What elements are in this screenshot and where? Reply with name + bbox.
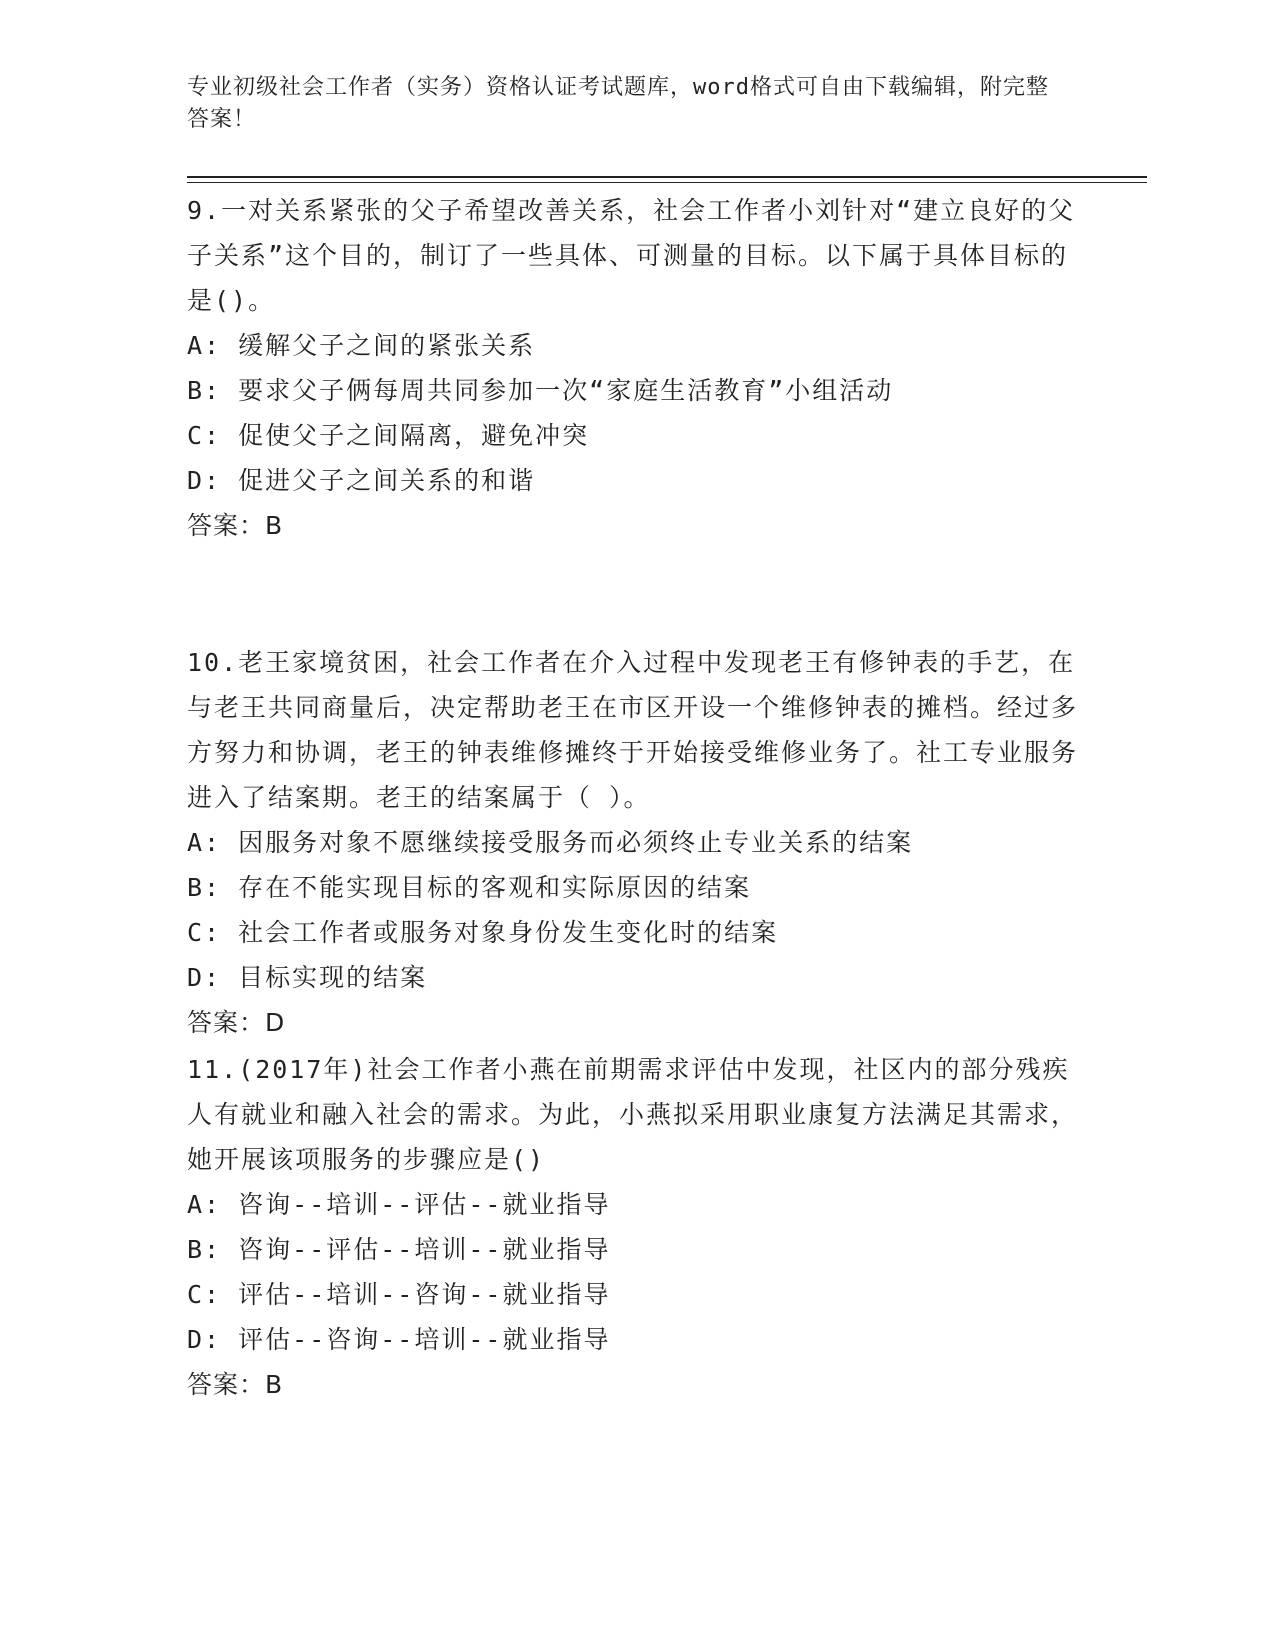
header-divider-thin [187, 182, 1147, 183]
answer-line: 答案：D [187, 1008, 286, 1037]
answer-line: 答案：B [187, 1370, 284, 1399]
option-b: B: 咨询--评估--培训--就业指导 [187, 1235, 611, 1264]
option-c: C: 评估--培训--咨询--就业指导 [187, 1280, 611, 1309]
option-c: C: 社会工作者或服务对象身份发生变化时的结案 [187, 918, 779, 947]
question-11 [187, 1047, 1087, 1407]
header-divider-thick [187, 176, 1147, 178]
option-d: D: 评估--咨询--培训--就业指导 [187, 1325, 611, 1354]
question-stem: 9.一对关系紧张的父子希望改善关系，社会工作者小刘针对“建立良好的父子关系”这个目的，制订了一些具体、可测量的目标。以下属于具体目标的是()。 [187, 196, 1076, 315]
option-d: D: 目标实现的结案 [187, 963, 428, 992]
document-header: 专业初级社会工作者（实务）资格认证考试题库，word格式可自由下载编辑，附完整答案！ [187, 75, 1049, 132]
option-d: D: 促进父子之间关系的和谐 [187, 466, 536, 495]
option-a: A: 缓解父子之间的紧张关系 [187, 331, 536, 360]
question-9 [187, 188, 1087, 548]
option-b: B: 要求父子俩每周共同参加一次“家庭生活教育”小组活动 [187, 376, 894, 405]
question-10 [187, 640, 1087, 1045]
answer-line: 答案：B [187, 511, 284, 540]
option-a: A: 因服务对象不愿继续接受服务而必须终止专业关系的结案 [187, 828, 914, 857]
question-stem: 11.(2017年)社会工作者小燕在前期需求评估中发现，社区内的部分残疾人有就业和融入社会的需求。为此，小燕拟采用职业康复方法满足其需求，她开展该项服务的步骤应是() [187, 1055, 1079, 1174]
question-stem: 10.老王家境贫困，社会工作者在介入过程中发现老王有修钟表的手艺，在与老王共同商量后，决定帮助老王在市区开设一个维修钟表的摊档。经过多方努力和协调，老王的钟表维修摊终于开始接受维修业务了。社工专业服务进入了结案期。老王的结案属于（ ）。 [187, 648, 1079, 812]
option-a: A: 咨询--培训--评估--就业指导 [187, 1190, 611, 1219]
option-b: B: 存在不能实现目标的客观和实际原因的结案 [187, 873, 752, 902]
option-c: C: 促使父子之间隔离，避免冲突 [187, 421, 590, 450]
